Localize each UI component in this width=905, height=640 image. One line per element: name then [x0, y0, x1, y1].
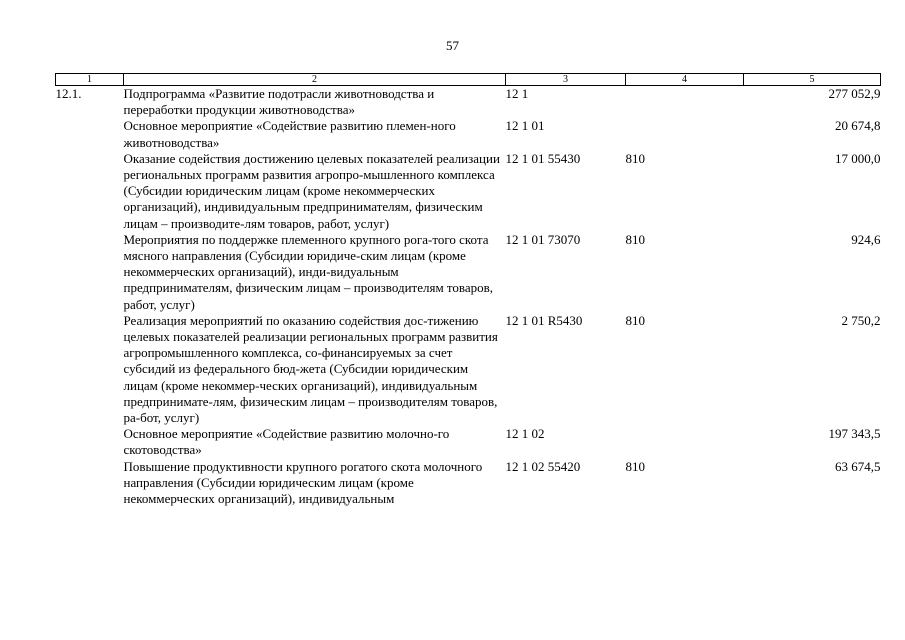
column-header-3: 3: [506, 74, 626, 86]
table-row: [56, 426, 881, 458]
row-code: 12 1 01: [505, 118, 545, 134]
row-expense-type: [626, 86, 744, 119]
row-name: Повышение продуктивности крупного рогатого скота молочного направления (Субсидии юридическим лицам (кроме некоммерческих организаций), индивидуальным: [123, 458, 483, 507]
table-row: [56, 313, 881, 426]
row-number: [56, 426, 124, 458]
row-expense-type: [626, 118, 744, 150]
row-number: [56, 232, 124, 313]
column-header-1: 1: [56, 74, 124, 86]
row-sum: 197 343,5: [828, 426, 881, 442]
row-sum: 20 674,8: [835, 118, 881, 134]
table-row: [56, 86, 881, 119]
row-sum: 2 750,2: [841, 312, 881, 328]
row-code: 12 1: [505, 86, 529, 101]
row-number: 12.1.: [55, 86, 82, 101]
column-header-2: 2: [124, 74, 506, 86]
row-sum: 63 674,5: [835, 458, 881, 474]
row-name: Основное мероприятие «Содействие развитию племен-ного животноводства»: [123, 118, 456, 150]
row-number: [56, 459, 124, 508]
row-expense-type: [626, 426, 744, 458]
table-row: [56, 118, 881, 150]
row-expense-type: 810: [625, 458, 645, 474]
row-code: 12 1 02 55420: [505, 458, 581, 474]
row-code: 12 1 01 73070: [505, 231, 581, 247]
table-row: [56, 459, 881, 508]
row-code: 12 1 02: [505, 426, 545, 442]
row-number: [56, 118, 124, 150]
table-row: [56, 151, 881, 232]
row-expense-type: 810: [625, 312, 645, 328]
row-number: [56, 151, 124, 232]
column-number-row: [56, 74, 881, 86]
row-sum: 17 000,0: [835, 150, 881, 166]
table-row: [56, 232, 881, 313]
row-name: Подпрограмма «Развитие подотрасли животноводства и переработки продукции животноводства»: [123, 86, 435, 118]
row-expense-type: 810: [625, 231, 645, 247]
column-header-5: 5: [744, 74, 881, 86]
page-number: 57: [446, 38, 459, 53]
budget-table: [55, 73, 881, 507]
row-name: Оказание содействия достижению целевых показателей реализации региональных программ развития агропро-мышленного комплекса (Субсидии юридическим лицам (кроме некоммерческих организаций), индивидуальным предпринимателям, физическим лицам – производите-лям товаров, работ, услуг): [123, 150, 500, 231]
column-header-4: 4: [626, 74, 744, 86]
row-number: [56, 313, 124, 426]
row-code: 12 1 01 R5430: [505, 312, 583, 328]
row-code: 12 1 01 55430: [505, 150, 581, 166]
row-name: Основное мероприятие «Содействие развитию молочно-го скотоводства»: [123, 426, 450, 458]
row-name: Реализация мероприятий по оказанию содействия дос-тижению целевых показателей реализации региональных программ развития агропромышленного комплекса, со-финансируемых за счет субсидий из федерального бюд-жета (Субсидии юридическим лицам (кроме некоммер-ческих организаций), индивидуальным предпринимате-лям, физическим лицам – производителям товаров, ра-бот, услуг): [123, 312, 498, 426]
row-expense-type: 810: [625, 150, 645, 166]
row-name: Мероприятия по поддержке племенного крупного рога-того скота мясного направления (Субсидии юридиче-ским лицам (кроме некоммерческих организаций), инди-видуальным предпринимателям, физическим лицам – производителям товаров, работ, услуг): [123, 231, 494, 312]
row-sum: 924,6: [851, 231, 881, 247]
row-sum: 277 052,9: [828, 86, 881, 101]
